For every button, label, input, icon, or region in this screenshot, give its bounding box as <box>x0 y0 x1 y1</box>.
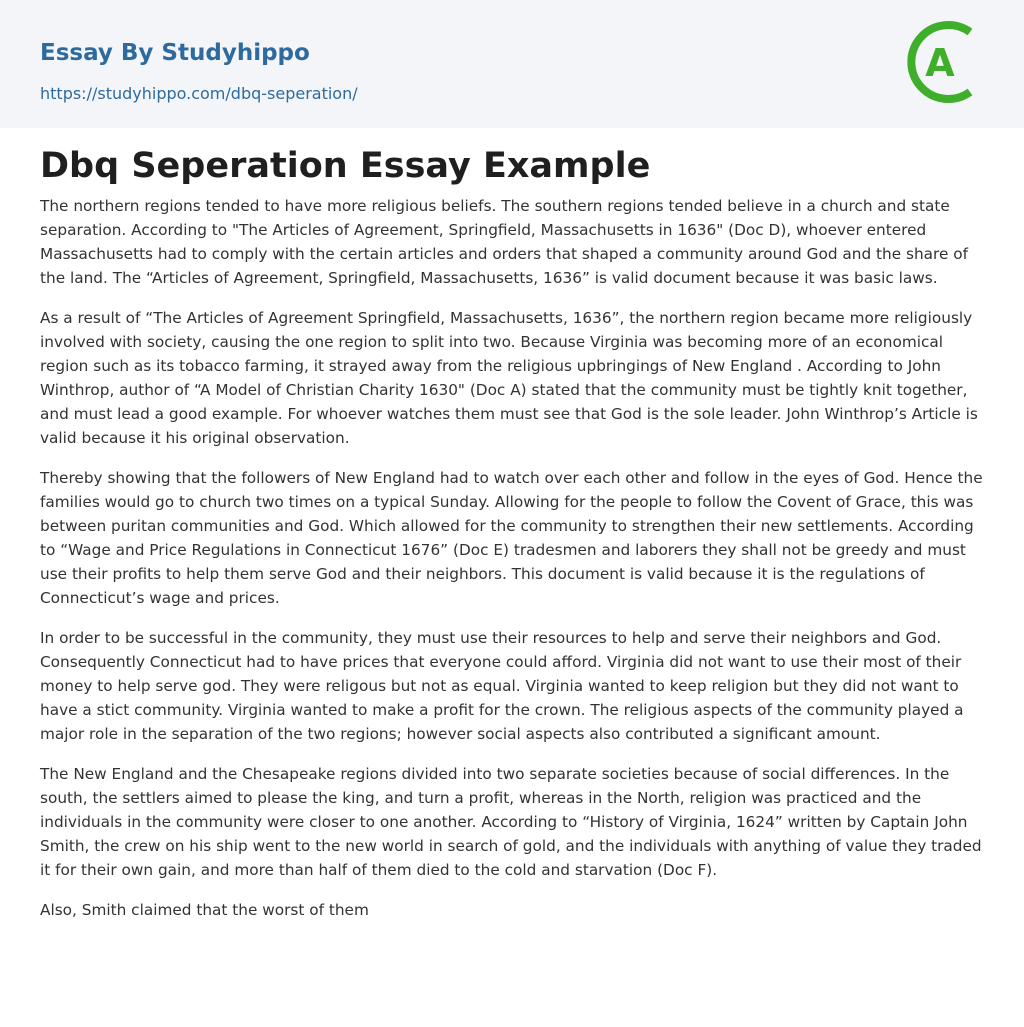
essay-paragraph: Also, Smith claimed that the worst of them <box>40 901 369 919</box>
essay-paragraph: In order to be successful in the community, they must use their resources to help and serve their neighbors and God. Consequently Connecticut had to have prices that everyone could afford. Virginia did not want to use their most of their money to help serve god. They were religous but not as equal. Virginia wanted to keep religion but they did not want to have a stict community. Virginia wanted to make a profit for the crown. The religious aspects of the community played a major role in the separation of the two regions; however social aspects also contributed a significant amount. <box>40 629 964 743</box>
essay-paragraph: The New England and the Chesapeake regions divided into two separate societies because of social differences. In the south, the settlers aimed to please the king, and turn a profit, whereas in the North, religion was practiced and the individuals in the community were closer to one another. According to “History of Virginia, 1624” written by Captain John Smith, the crew on his ship went to the new world in search of gold, and the individuals with anything of value they traded it for their own gain, and more than half of them died to the cold and starvation (Doc F). <box>40 765 982 879</box>
studyhippo-logo-icon[interactable] <box>904 18 990 106</box>
page-url-link[interactable]: https://studyhippo.com/dbq-seperation/ <box>40 84 358 103</box>
site-header <box>0 0 1024 128</box>
essay-body <box>40 194 988 938</box>
essay-paragraph: As a result of “The Articles of Agreement Springfield, Massachusetts, 1636”, the northern region became more religiously involved with society, causing the one region to split into two. Because Virginia was becoming more of an economical region such as its tobacco farming, it strayed away from the religious upbringings of New England . According to John Winthrop, author of “A Model of Christian Charity 1630" (Doc A) stated that the community must be tightly knit together, and must lead a good example. For whoever watches them must see that God is the sole leader. John Winthrop’s Article is valid because it his original observation. <box>40 309 978 447</box>
logo-letter: A <box>925 41 955 85</box>
brand-title[interactable]: Essay By Studyhippo <box>40 40 310 66</box>
page-title: Dbq Seperation Essay Example <box>40 146 651 186</box>
essay-paragraph: The northern regions tended to have more religious beliefs. The southern regions tended believe in a church and state separation. According to "The Articles of Agreement, Springfield, Massachusetts in 1636" (Doc D), whoever entered Massachusetts had to comply with the certain articles and orders that shaped a community around God and the share of the land. The “Articles of Agreement, Springfield, Massachusetts, 1636” is valid document because it was basic laws. <box>40 197 969 287</box>
essay-paragraph: Thereby showing that the followers of New England had to watch over each other and follow in the eyes of God. Hence the families would go to church two times on a typical Sunday. Allowing for the people to follow the Covent of Grace, this was between puritan communities and God. Which allowed for the community to strengthen their new settlements. According to “Wage and Price Regulations in Connecticut 1676” (Doc E) tradesmen and laborers they shall not be greedy and must use their profits to help them serve God and their neighbors. This document is valid because it is the regulations of Connecticut’s wage and prices. <box>40 469 983 607</box>
